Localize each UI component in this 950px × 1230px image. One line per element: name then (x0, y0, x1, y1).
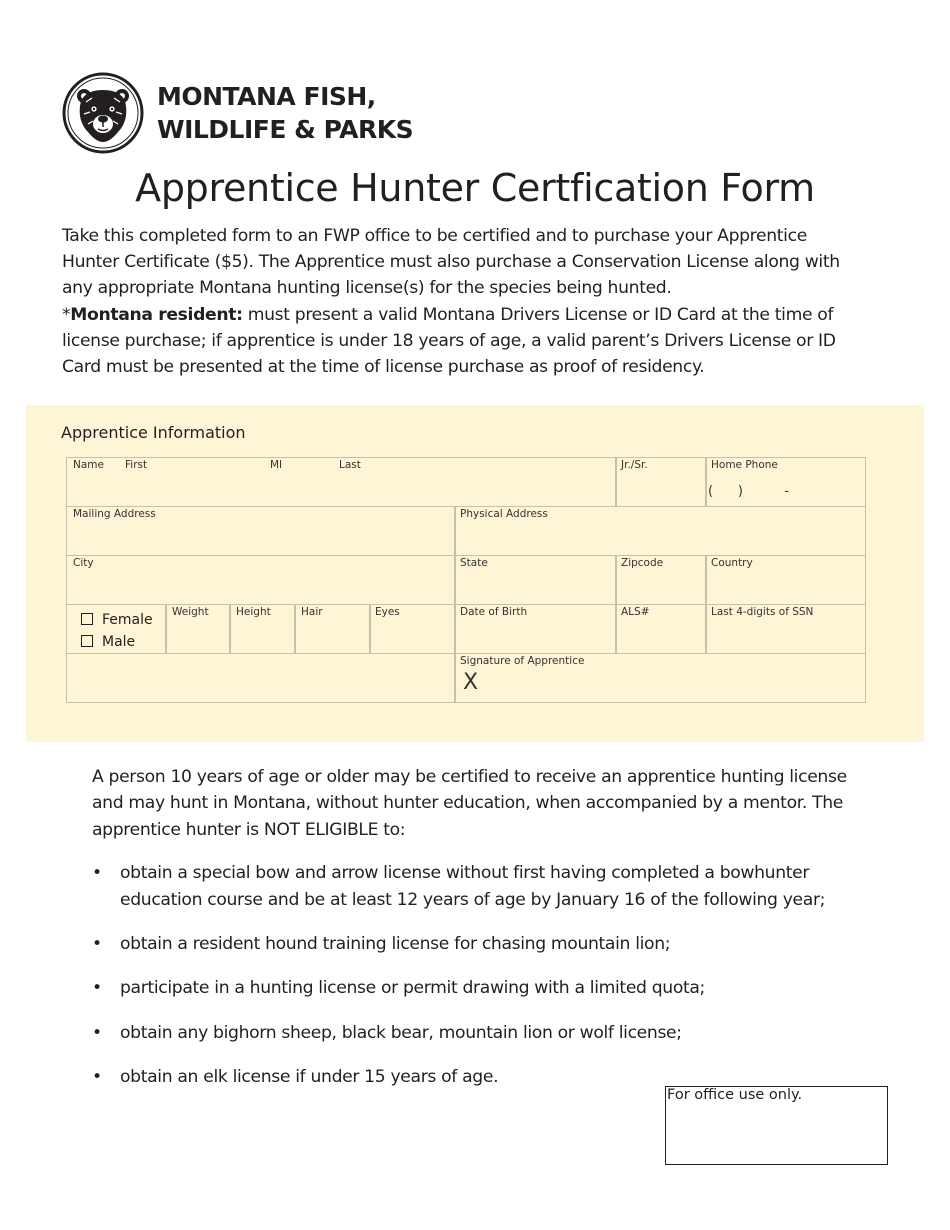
suffix-label: Jr./Sr. (621, 459, 648, 471)
list-item (92, 975, 872, 1001)
home-phone-label: Home Phone (711, 459, 778, 471)
weight-field[interactable] (165, 604, 231, 654)
list-item-text: obtain a resident hound training license for chasing mountain lion; (120, 934, 671, 955)
male-checkbox[interactable] (81, 635, 93, 647)
intro-instructions (62, 223, 862, 380)
resident-note (62, 302, 862, 381)
home-phone-field[interactable] (705, 457, 866, 507)
name-label: Name (73, 459, 104, 471)
als-label: ALS# (621, 606, 650, 618)
country-label: Country (711, 557, 753, 569)
list-item-text: obtain any bighorn sheep, black bear, mountain lion or wolf license; (120, 1022, 682, 1043)
bullet-icon: • (92, 1022, 102, 1043)
intro-paragraph: Take this completed form to an FWP office to be certified and to purchase your Apprentice Hunter Certificate ($5). The Apprentice must also purchase a Conservation License along with any appropriate Montana hunting license(s) for the species being hunted. (62, 226, 840, 299)
height-label: Height (236, 606, 271, 618)
gender-option-female[interactable] (81, 612, 153, 628)
eligibility-lead: A person 10 years of age or older may be certified to receive an apprentice hunting license and may hunt in Montana, without hunter education, when accompanied by a mentor. The apprentice hunter is NOT ELIGIBLE to: (92, 767, 847, 840)
grizzly-bear-icon (62, 72, 144, 154)
list-item (92, 931, 872, 957)
signature-field[interactable] (454, 653, 866, 703)
page-title: Apprentice Hunter Certfication Form (135, 166, 815, 210)
physical-address-label: Physical Address (460, 508, 548, 520)
city-label: City (73, 557, 94, 569)
zipcode-label: Zipcode (621, 557, 664, 569)
agency-name-line2: WILDLIFE & PARKS (157, 115, 414, 144)
apprentice-info-grid (66, 457, 866, 703)
list-item (92, 860, 872, 913)
bullet-icon: • (92, 863, 102, 884)
list-item (92, 1020, 872, 1046)
section-title: Apprentice Information (61, 423, 246, 442)
female-label: Female (102, 612, 153, 628)
agency-name (157, 80, 413, 146)
dob-field[interactable] (454, 604, 617, 654)
resident-prefix: * (62, 304, 71, 325)
list-item-text: obtain a special bow and arrow license without first having completed a bowhunter education course and be at least 12 years of age by January 16 of the following year; (120, 863, 826, 910)
signature-label: Signature of Apprentice (460, 655, 585, 667)
dob-label: Date of Birth (460, 606, 528, 618)
blank-cell (66, 653, 456, 703)
ssn-field[interactable] (705, 604, 866, 654)
agency-logo (62, 72, 422, 156)
phone-format: ( ) - (708, 484, 789, 499)
mailing-address-label: Mailing Address (73, 508, 156, 520)
signature-x-mark: X (463, 670, 479, 695)
eligibility-section (92, 764, 872, 1109)
gender-option-male[interactable] (81, 634, 135, 650)
city-field[interactable] (66, 555, 456, 605)
resident-bold: Montana resident: (70, 304, 243, 325)
physical-address-field[interactable] (454, 506, 866, 556)
mailing-address-field[interactable] (66, 506, 456, 556)
eyes-label: Eyes (375, 606, 400, 618)
als-field[interactable] (615, 604, 707, 654)
height-field[interactable] (229, 604, 296, 654)
gender-field (66, 604, 167, 654)
male-label: Male (102, 634, 136, 650)
bullet-icon: • (92, 1067, 102, 1088)
resident-text: must present a valid Montana Drivers License or ID Card at the time of license purchase; if apprentice is under 18 years of age, a valid parent’s Drivers License or ID Card must be presented at the time of license purchase as proof of residency. (62, 304, 836, 378)
mi-label: MI (270, 459, 283, 471)
country-field[interactable] (705, 555, 866, 605)
last-label: Last (339, 459, 361, 471)
hair-field[interactable] (294, 604, 371, 654)
list-item-text: obtain an elk license if under 15 years of age. (120, 1067, 499, 1088)
ineligibility-list (92, 860, 872, 1090)
bullet-icon: • (92, 934, 102, 955)
office-use-label: For office use only. (667, 1087, 803, 1103)
office-use-box (665, 1086, 888, 1165)
zipcode-field[interactable] (615, 555, 707, 605)
ssn-label: Last 4-digits of SSN (711, 606, 814, 618)
first-label: First (125, 459, 148, 471)
state-field[interactable] (454, 555, 617, 605)
female-checkbox[interactable] (81, 613, 93, 625)
list-item-text: participate in a hunting license or permit drawing with a limited quota; (120, 978, 705, 999)
suffix-field[interactable] (615, 457, 707, 507)
agency-name-line1: MONTANA FISH, (157, 82, 376, 111)
bullet-icon: • (92, 978, 102, 999)
state-label: State (460, 557, 488, 569)
hair-label: Hair (301, 606, 323, 618)
name-field[interactable] (66, 457, 617, 507)
eyes-field[interactable] (369, 604, 456, 654)
weight-label: Weight (172, 606, 209, 618)
